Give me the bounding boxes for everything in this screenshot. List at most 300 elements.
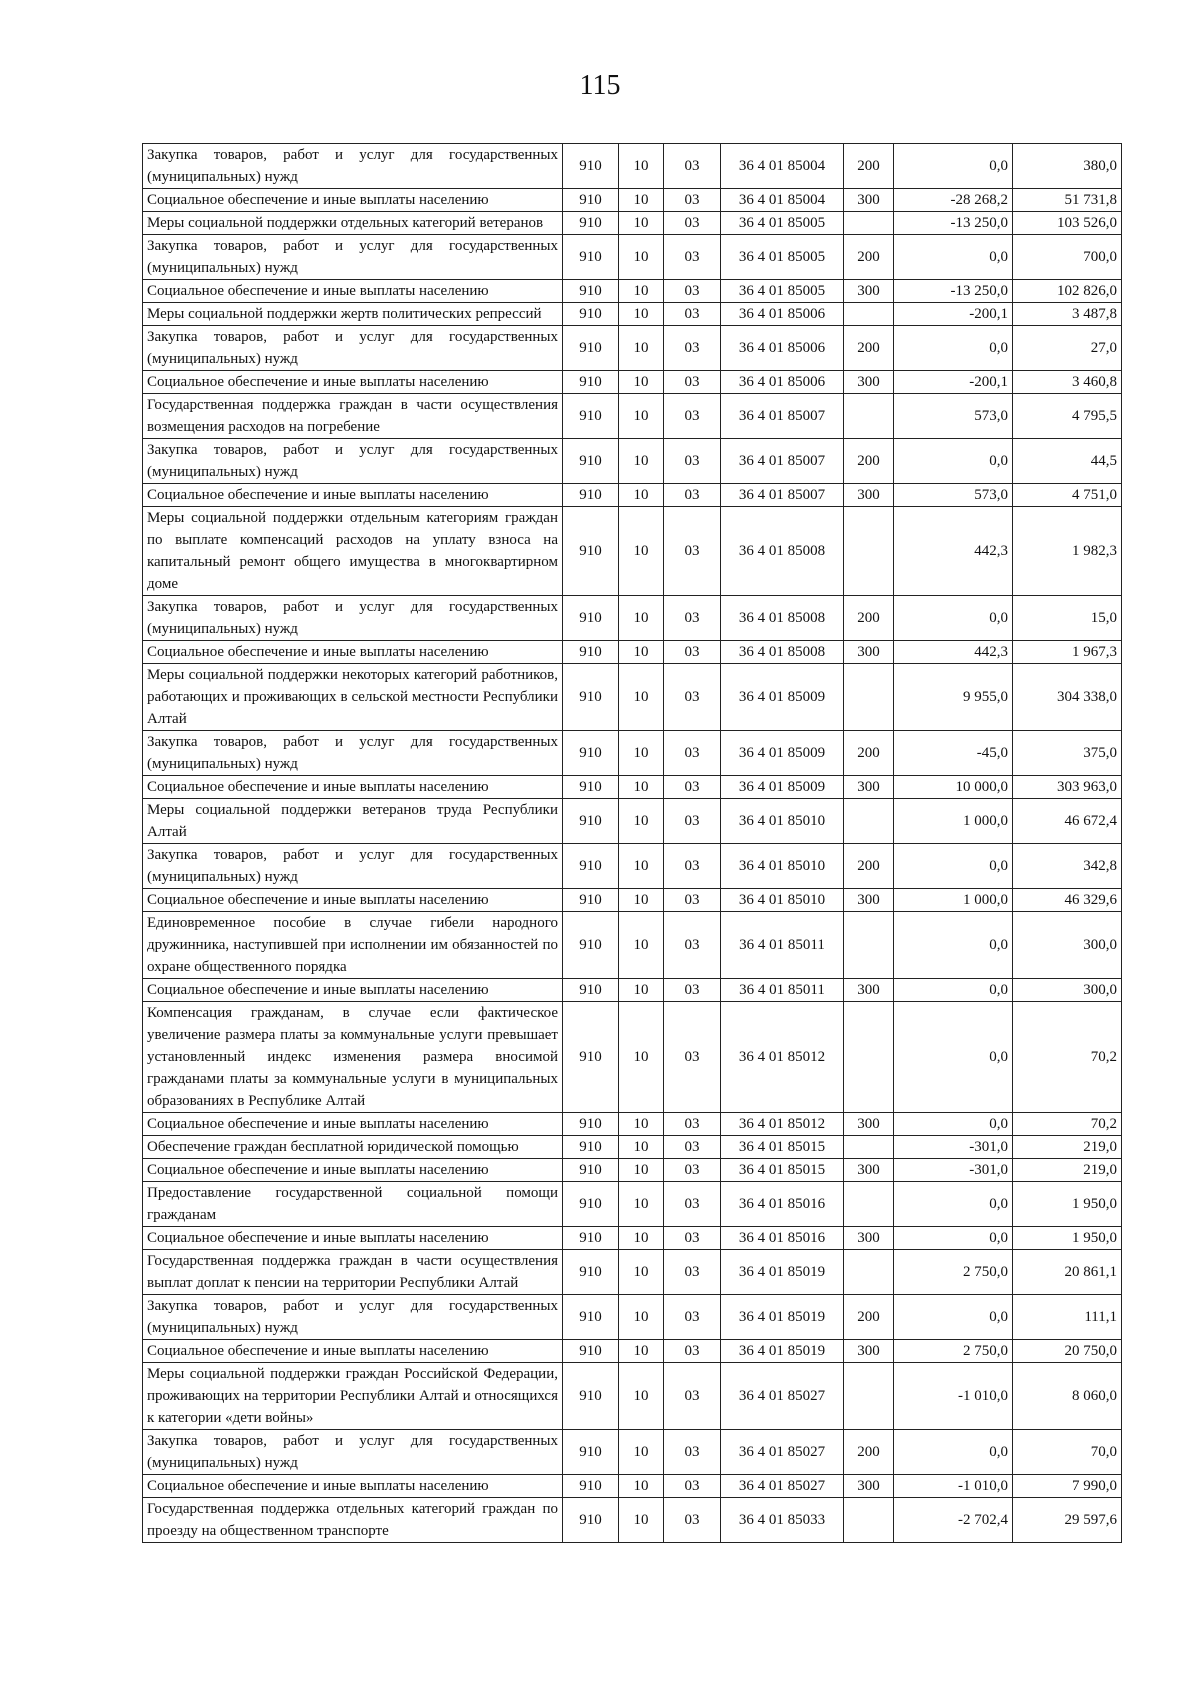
row-change-amount: 0,0	[894, 596, 1013, 641]
row-expense-type	[844, 1498, 894, 1543]
row-expense-type: 200	[844, 235, 894, 280]
row-admin-code: 910	[563, 280, 619, 303]
table-row	[143, 212, 1122, 235]
row-subsection-code: 03	[664, 1136, 721, 1159]
row-target-article: 36 4 01 85007	[721, 484, 844, 507]
row-target-article: 36 4 01 85015	[721, 1159, 844, 1182]
row-description: Социальное обеспечение и иные выплаты населению	[143, 484, 563, 507]
table-row	[143, 507, 1122, 596]
row-admin-code: 910	[563, 979, 619, 1002]
row-admin-code: 910	[563, 484, 619, 507]
table-row	[143, 1250, 1122, 1295]
row-expense-type	[844, 212, 894, 235]
row-total-amount: 1 950,0	[1013, 1227, 1122, 1250]
row-subsection-code: 03	[664, 507, 721, 596]
row-description: Закупка товаров, работ и услуг для государственных (муниципальных) нужд	[143, 1295, 563, 1340]
row-expense-type: 200	[844, 1430, 894, 1475]
page-number: 115	[579, 70, 621, 101]
row-change-amount: -2 702,4	[894, 1498, 1013, 1543]
row-section-code: 10	[619, 507, 664, 596]
row-target-article: 36 4 01 85008	[721, 507, 844, 596]
row-total-amount: 375,0	[1013, 731, 1122, 776]
row-section-code: 10	[619, 212, 664, 235]
table-row	[143, 326, 1122, 371]
row-admin-code: 910	[563, 507, 619, 596]
row-total-amount: 1 950,0	[1013, 1182, 1122, 1227]
table-row	[143, 189, 1122, 212]
row-expense-type: 300	[844, 280, 894, 303]
row-section-code: 10	[619, 1159, 664, 1182]
row-change-amount: 2 750,0	[894, 1340, 1013, 1363]
row-subsection-code: 03	[664, 1113, 721, 1136]
table-row	[143, 1182, 1122, 1227]
row-target-article: 36 4 01 85012	[721, 1113, 844, 1136]
row-target-article: 36 4 01 85009	[721, 731, 844, 776]
row-change-amount: 0,0	[894, 912, 1013, 979]
row-change-amount: 2 750,0	[894, 1250, 1013, 1295]
table-row	[143, 1113, 1122, 1136]
row-subsection-code: 03	[664, 799, 721, 844]
row-admin-code: 910	[563, 1250, 619, 1295]
row-section-code: 10	[619, 144, 664, 189]
row-description: Социальное обеспечение и иные выплаты населению	[143, 979, 563, 1002]
row-change-amount: 573,0	[894, 394, 1013, 439]
row-target-article: 36 4 01 85005	[721, 280, 844, 303]
row-subsection-code: 03	[664, 439, 721, 484]
row-expense-type: 200	[844, 326, 894, 371]
row-description: Меры социальной поддержки граждан Российской Федерации, проживающих на территории Республики Алтай и относящихся к категории «дети войны»	[143, 1363, 563, 1430]
row-change-amount: 0,0	[894, 1002, 1013, 1113]
row-description: Единовременное пособие в случае гибели народного дружинника, наступившей при исполнении им обязанностей по охране общественного порядка	[143, 912, 563, 979]
row-total-amount: 46 329,6	[1013, 889, 1122, 912]
row-total-amount: 342,8	[1013, 844, 1122, 889]
table-row	[143, 1136, 1122, 1159]
row-description: Социальное обеспечение и иные выплаты населению	[143, 889, 563, 912]
row-total-amount: 29 597,6	[1013, 1498, 1122, 1543]
row-total-amount: 20 861,1	[1013, 1250, 1122, 1295]
row-section-code: 10	[619, 280, 664, 303]
row-target-article: 36 4 01 85027	[721, 1475, 844, 1498]
row-description: Меры социальной поддержки отдельных категорий ветеранов	[143, 212, 563, 235]
table-row	[143, 889, 1122, 912]
row-subsection-code: 03	[664, 1002, 721, 1113]
row-subsection-code: 03	[664, 641, 721, 664]
row-change-amount: 0,0	[894, 1182, 1013, 1227]
row-change-amount: 442,3	[894, 641, 1013, 664]
row-admin-code: 910	[563, 394, 619, 439]
row-subsection-code: 03	[664, 189, 721, 212]
row-section-code: 10	[619, 912, 664, 979]
row-section-code: 10	[619, 326, 664, 371]
row-description: Социальное обеспечение и иные выплаты населению	[143, 280, 563, 303]
row-total-amount: 70,0	[1013, 1430, 1122, 1475]
table-row	[143, 596, 1122, 641]
row-subsection-code: 03	[664, 889, 721, 912]
row-description: Государственная поддержка граждан в части осуществления возмещения расходов на погребение	[143, 394, 563, 439]
row-expense-type	[844, 1002, 894, 1113]
row-subsection-code: 03	[664, 1250, 721, 1295]
row-subsection-code: 03	[664, 1295, 721, 1340]
row-target-article: 36 4 01 85004	[721, 189, 844, 212]
row-target-article: 36 4 01 85027	[721, 1363, 844, 1430]
row-change-amount: 1 000,0	[894, 889, 1013, 912]
row-total-amount: 20 750,0	[1013, 1340, 1122, 1363]
row-admin-code: 910	[563, 1182, 619, 1227]
table-row	[143, 371, 1122, 394]
row-admin-code: 910	[563, 731, 619, 776]
row-expense-type: 200	[844, 731, 894, 776]
row-subsection-code: 03	[664, 1498, 721, 1543]
table-row	[143, 1159, 1122, 1182]
row-change-amount: -28 268,2	[894, 189, 1013, 212]
row-description: Меры социальной поддержки ветеранов труда Республики Алтай	[143, 799, 563, 844]
row-total-amount: 3 460,8	[1013, 371, 1122, 394]
row-change-amount: 0,0	[894, 1113, 1013, 1136]
table-row	[143, 303, 1122, 326]
row-expense-type: 300	[844, 1159, 894, 1182]
row-total-amount: 102 826,0	[1013, 280, 1122, 303]
row-section-code: 10	[619, 1227, 664, 1250]
row-total-amount: 70,2	[1013, 1002, 1122, 1113]
row-section-code: 10	[619, 235, 664, 280]
row-total-amount: 51 731,8	[1013, 189, 1122, 212]
row-admin-code: 910	[563, 664, 619, 731]
row-expense-type	[844, 1136, 894, 1159]
row-subsection-code: 03	[664, 371, 721, 394]
row-section-code: 10	[619, 1475, 664, 1498]
row-admin-code: 910	[563, 212, 619, 235]
table-row	[143, 1498, 1122, 1543]
row-description: Социальное обеспечение и иные выплаты населению	[143, 1227, 563, 1250]
row-expense-type: 300	[844, 484, 894, 507]
row-expense-type	[844, 303, 894, 326]
row-section-code: 10	[619, 844, 664, 889]
row-target-article: 36 4 01 85016	[721, 1182, 844, 1227]
row-section-code: 10	[619, 1363, 664, 1430]
row-target-article: 36 4 01 85005	[721, 235, 844, 280]
row-subsection-code: 03	[664, 394, 721, 439]
row-description: Социальное обеспечение и иные выплаты населению	[143, 641, 563, 664]
row-description: Социальное обеспечение и иные выплаты населению	[143, 1340, 563, 1363]
row-target-article: 36 4 01 85027	[721, 1430, 844, 1475]
row-description: Предоставление государственной социальной помощи гражданам	[143, 1182, 563, 1227]
row-change-amount: 442,3	[894, 507, 1013, 596]
row-total-amount: 300,0	[1013, 912, 1122, 979]
row-description: Меры социальной поддержки жертв политических репрессий	[143, 303, 563, 326]
table-row	[143, 1227, 1122, 1250]
row-target-article: 36 4 01 85010	[721, 889, 844, 912]
table-row	[143, 1430, 1122, 1475]
row-expense-type: 300	[844, 889, 894, 912]
row-section-code: 10	[619, 596, 664, 641]
table-row	[143, 844, 1122, 889]
row-subsection-code: 03	[664, 664, 721, 731]
row-expense-type	[844, 799, 894, 844]
row-total-amount: 300,0	[1013, 979, 1122, 1002]
row-section-code: 10	[619, 1295, 664, 1340]
row-admin-code: 910	[563, 439, 619, 484]
row-target-article: 36 4 01 85004	[721, 144, 844, 189]
table-row	[143, 912, 1122, 979]
row-change-amount: -200,1	[894, 371, 1013, 394]
row-subsection-code: 03	[664, 1159, 721, 1182]
row-total-amount: 111,1	[1013, 1295, 1122, 1340]
row-expense-type: 300	[844, 1475, 894, 1498]
row-target-article: 36 4 01 85008	[721, 641, 844, 664]
row-change-amount: -301,0	[894, 1159, 1013, 1182]
row-change-amount: -200,1	[894, 303, 1013, 326]
row-target-article: 36 4 01 85009	[721, 664, 844, 731]
row-admin-code: 910	[563, 799, 619, 844]
row-change-amount: 9 955,0	[894, 664, 1013, 731]
row-admin-code: 910	[563, 912, 619, 979]
row-target-article: 36 4 01 85019	[721, 1340, 844, 1363]
row-change-amount: -13 250,0	[894, 280, 1013, 303]
row-description: Государственная поддержка отдельных категорий граждан по проезду на общественном транспорте	[143, 1498, 563, 1543]
row-admin-code: 910	[563, 1113, 619, 1136]
row-description: Социальное обеспечение и иные выплаты населению	[143, 1159, 563, 1182]
row-description: Социальное обеспечение и иные выплаты населению	[143, 371, 563, 394]
row-subsection-code: 03	[664, 596, 721, 641]
row-description: Закупка товаров, работ и услуг для государственных (муниципальных) нужд	[143, 144, 563, 189]
row-change-amount: -13 250,0	[894, 212, 1013, 235]
row-section-code: 10	[619, 1340, 664, 1363]
row-section-code: 10	[619, 776, 664, 799]
row-description: Социальное обеспечение и иные выплаты населению	[143, 189, 563, 212]
row-admin-code: 910	[563, 1227, 619, 1250]
row-target-article: 36 4 01 85033	[721, 1498, 844, 1543]
row-description: Меры социальной поддержки некоторых категорий работников, работающих и проживающих в сельской местности Республики Алтай	[143, 664, 563, 731]
row-change-amount: 0,0	[894, 979, 1013, 1002]
row-total-amount: 304 338,0	[1013, 664, 1122, 731]
row-target-article: 36 4 01 85005	[721, 212, 844, 235]
row-target-article: 36 4 01 85016	[721, 1227, 844, 1250]
row-change-amount: 0,0	[894, 326, 1013, 371]
table-row	[143, 979, 1122, 1002]
row-target-article: 36 4 01 85010	[721, 799, 844, 844]
row-subsection-code: 03	[664, 144, 721, 189]
row-expense-type: 300	[844, 776, 894, 799]
row-target-article: 36 4 01 85006	[721, 371, 844, 394]
row-total-amount: 70,2	[1013, 1113, 1122, 1136]
row-subsection-code: 03	[664, 776, 721, 799]
row-change-amount: 0,0	[894, 1295, 1013, 1340]
row-admin-code: 910	[563, 235, 619, 280]
row-change-amount: 573,0	[894, 484, 1013, 507]
table-row	[143, 280, 1122, 303]
row-expense-type: 300	[844, 1227, 894, 1250]
row-subsection-code: 03	[664, 912, 721, 979]
row-expense-type: 300	[844, 641, 894, 664]
table-body	[143, 144, 1122, 1543]
row-subsection-code: 03	[664, 731, 721, 776]
row-target-article: 36 4 01 85011	[721, 979, 844, 1002]
row-target-article: 36 4 01 85007	[721, 394, 844, 439]
row-admin-code: 910	[563, 641, 619, 664]
row-admin-code: 910	[563, 844, 619, 889]
row-total-amount: 44,5	[1013, 439, 1122, 484]
table-row	[143, 664, 1122, 731]
row-description: Социальное обеспечение и иные выплаты населению	[143, 776, 563, 799]
row-expense-type: 200	[844, 144, 894, 189]
row-total-amount: 1 982,3	[1013, 507, 1122, 596]
row-subsection-code: 03	[664, 1430, 721, 1475]
row-description: Социальное обеспечение и иные выплаты населению	[143, 1475, 563, 1498]
row-subsection-code: 03	[664, 235, 721, 280]
row-target-article: 36 4 01 85007	[721, 439, 844, 484]
row-expense-type: 300	[844, 979, 894, 1002]
row-expense-type: 300	[844, 1113, 894, 1136]
row-section-code: 10	[619, 1430, 664, 1475]
row-expense-type: 200	[844, 844, 894, 889]
table-row	[143, 799, 1122, 844]
row-target-article: 36 4 01 85008	[721, 596, 844, 641]
table-row	[143, 484, 1122, 507]
budget-table	[142, 143, 1122, 1543]
row-section-code: 10	[619, 1002, 664, 1113]
row-expense-type: 200	[844, 596, 894, 641]
row-subsection-code: 03	[664, 1475, 721, 1498]
table-row	[143, 731, 1122, 776]
row-total-amount: 8 060,0	[1013, 1363, 1122, 1430]
row-description: Государственная поддержка граждан в части осуществления выплат доплат к пенсии на территории Республики Алтай	[143, 1250, 563, 1295]
row-admin-code: 910	[563, 596, 619, 641]
row-subsection-code: 03	[664, 844, 721, 889]
row-description: Социальное обеспечение и иные выплаты населению	[143, 1113, 563, 1136]
row-change-amount: -1 010,0	[894, 1363, 1013, 1430]
row-expense-type: 200	[844, 1295, 894, 1340]
row-total-amount: 7 990,0	[1013, 1475, 1122, 1498]
row-description: Закупка товаров, работ и услуг для государственных (муниципальных) нужд	[143, 326, 563, 371]
row-total-amount: 15,0	[1013, 596, 1122, 641]
row-change-amount: 10 000,0	[894, 776, 1013, 799]
row-description: Меры социальной поддержки отдельным категориям граждан по выплате компенсаций расходов на уплату взноса на капитальный ремонт общего имущества в многоквартирном доме	[143, 507, 563, 596]
row-target-article: 36 4 01 85006	[721, 326, 844, 371]
row-admin-code: 910	[563, 144, 619, 189]
row-change-amount: -1 010,0	[894, 1475, 1013, 1498]
row-total-amount: 1 967,3	[1013, 641, 1122, 664]
row-total-amount: 103 526,0	[1013, 212, 1122, 235]
row-section-code: 10	[619, 1250, 664, 1295]
row-section-code: 10	[619, 979, 664, 1002]
row-total-amount: 700,0	[1013, 235, 1122, 280]
row-admin-code: 910	[563, 776, 619, 799]
table-row	[143, 776, 1122, 799]
row-total-amount: 4 795,5	[1013, 394, 1122, 439]
row-section-code: 10	[619, 303, 664, 326]
row-description: Закупка товаров, работ и услуг для государственных (муниципальных) нужд	[143, 235, 563, 280]
row-expense-type: 300	[844, 1340, 894, 1363]
row-target-article: 36 4 01 85011	[721, 912, 844, 979]
row-description: Закупка товаров, работ и услуг для государственных (муниципальных) нужд	[143, 1430, 563, 1475]
row-subsection-code: 03	[664, 326, 721, 371]
row-subsection-code: 03	[664, 1340, 721, 1363]
row-change-amount: 0,0	[894, 235, 1013, 280]
table-row	[143, 394, 1122, 439]
row-admin-code: 910	[563, 1475, 619, 1498]
row-admin-code: 910	[563, 889, 619, 912]
row-section-code: 10	[619, 1498, 664, 1543]
row-total-amount: 219,0	[1013, 1159, 1122, 1182]
row-expense-type	[844, 664, 894, 731]
table-row	[143, 144, 1122, 189]
row-expense-type	[844, 1250, 894, 1295]
row-target-article: 36 4 01 85009	[721, 776, 844, 799]
row-subsection-code: 03	[664, 1227, 721, 1250]
row-section-code: 10	[619, 1113, 664, 1136]
row-total-amount: 3 487,8	[1013, 303, 1122, 326]
table-row	[143, 235, 1122, 280]
row-subsection-code: 03	[664, 484, 721, 507]
row-section-code: 10	[619, 1182, 664, 1227]
row-change-amount: 0,0	[894, 844, 1013, 889]
row-section-code: 10	[619, 641, 664, 664]
row-subsection-code: 03	[664, 1182, 721, 1227]
row-admin-code: 910	[563, 1136, 619, 1159]
row-admin-code: 910	[563, 1498, 619, 1543]
row-admin-code: 910	[563, 1295, 619, 1340]
row-subsection-code: 03	[664, 979, 721, 1002]
row-description: Закупка товаров, работ и услуг для государственных (муниципальных) нужд	[143, 844, 563, 889]
row-total-amount: 303 963,0	[1013, 776, 1122, 799]
row-subsection-code: 03	[664, 1363, 721, 1430]
row-description: Обеспечение граждан бесплатной юридической помощью	[143, 1136, 563, 1159]
row-section-code: 10	[619, 664, 664, 731]
row-target-article: 36 4 01 85010	[721, 844, 844, 889]
table-row	[143, 1475, 1122, 1498]
table-row	[143, 1295, 1122, 1340]
row-admin-code: 910	[563, 189, 619, 212]
row-admin-code: 910	[563, 1430, 619, 1475]
row-subsection-code: 03	[664, 303, 721, 326]
row-section-code: 10	[619, 484, 664, 507]
row-change-amount: -45,0	[894, 731, 1013, 776]
row-expense-type: 300	[844, 371, 894, 394]
row-section-code: 10	[619, 731, 664, 776]
row-change-amount: 1 000,0	[894, 799, 1013, 844]
table-row	[143, 1363, 1122, 1430]
row-admin-code: 910	[563, 1363, 619, 1430]
table-row	[143, 641, 1122, 664]
row-expense-type: 300	[844, 189, 894, 212]
row-description: Закупка товаров, работ и услуг для государственных (муниципальных) нужд	[143, 731, 563, 776]
row-section-code: 10	[619, 394, 664, 439]
row-admin-code: 910	[563, 303, 619, 326]
row-description: Компенсация гражданам, в случае если фактическое увеличение размера платы за коммунальные услуги превышает установленный индекс изменения размера вносимой гражданами платы за коммунальные услуги в муниципальных образованиях в Республике Алтай	[143, 1002, 563, 1113]
row-expense-type: 200	[844, 439, 894, 484]
row-expense-type	[844, 1182, 894, 1227]
row-total-amount: 27,0	[1013, 326, 1122, 371]
row-section-code: 10	[619, 1136, 664, 1159]
row-subsection-code: 03	[664, 212, 721, 235]
row-section-code: 10	[619, 371, 664, 394]
row-section-code: 10	[619, 189, 664, 212]
row-description: Закупка товаров, работ и услуг для государственных (муниципальных) нужд	[143, 439, 563, 484]
row-target-article: 36 4 01 85019	[721, 1250, 844, 1295]
row-expense-type	[844, 507, 894, 596]
row-expense-type	[844, 1363, 894, 1430]
row-admin-code: 910	[563, 326, 619, 371]
row-change-amount: 0,0	[894, 144, 1013, 189]
row-total-amount: 4 751,0	[1013, 484, 1122, 507]
row-admin-code: 910	[563, 1002, 619, 1113]
row-subsection-code: 03	[664, 280, 721, 303]
row-admin-code: 910	[563, 371, 619, 394]
table-row	[143, 1340, 1122, 1363]
table-row	[143, 439, 1122, 484]
row-change-amount: 0,0	[894, 1227, 1013, 1250]
row-target-article: 36 4 01 85012	[721, 1002, 844, 1113]
